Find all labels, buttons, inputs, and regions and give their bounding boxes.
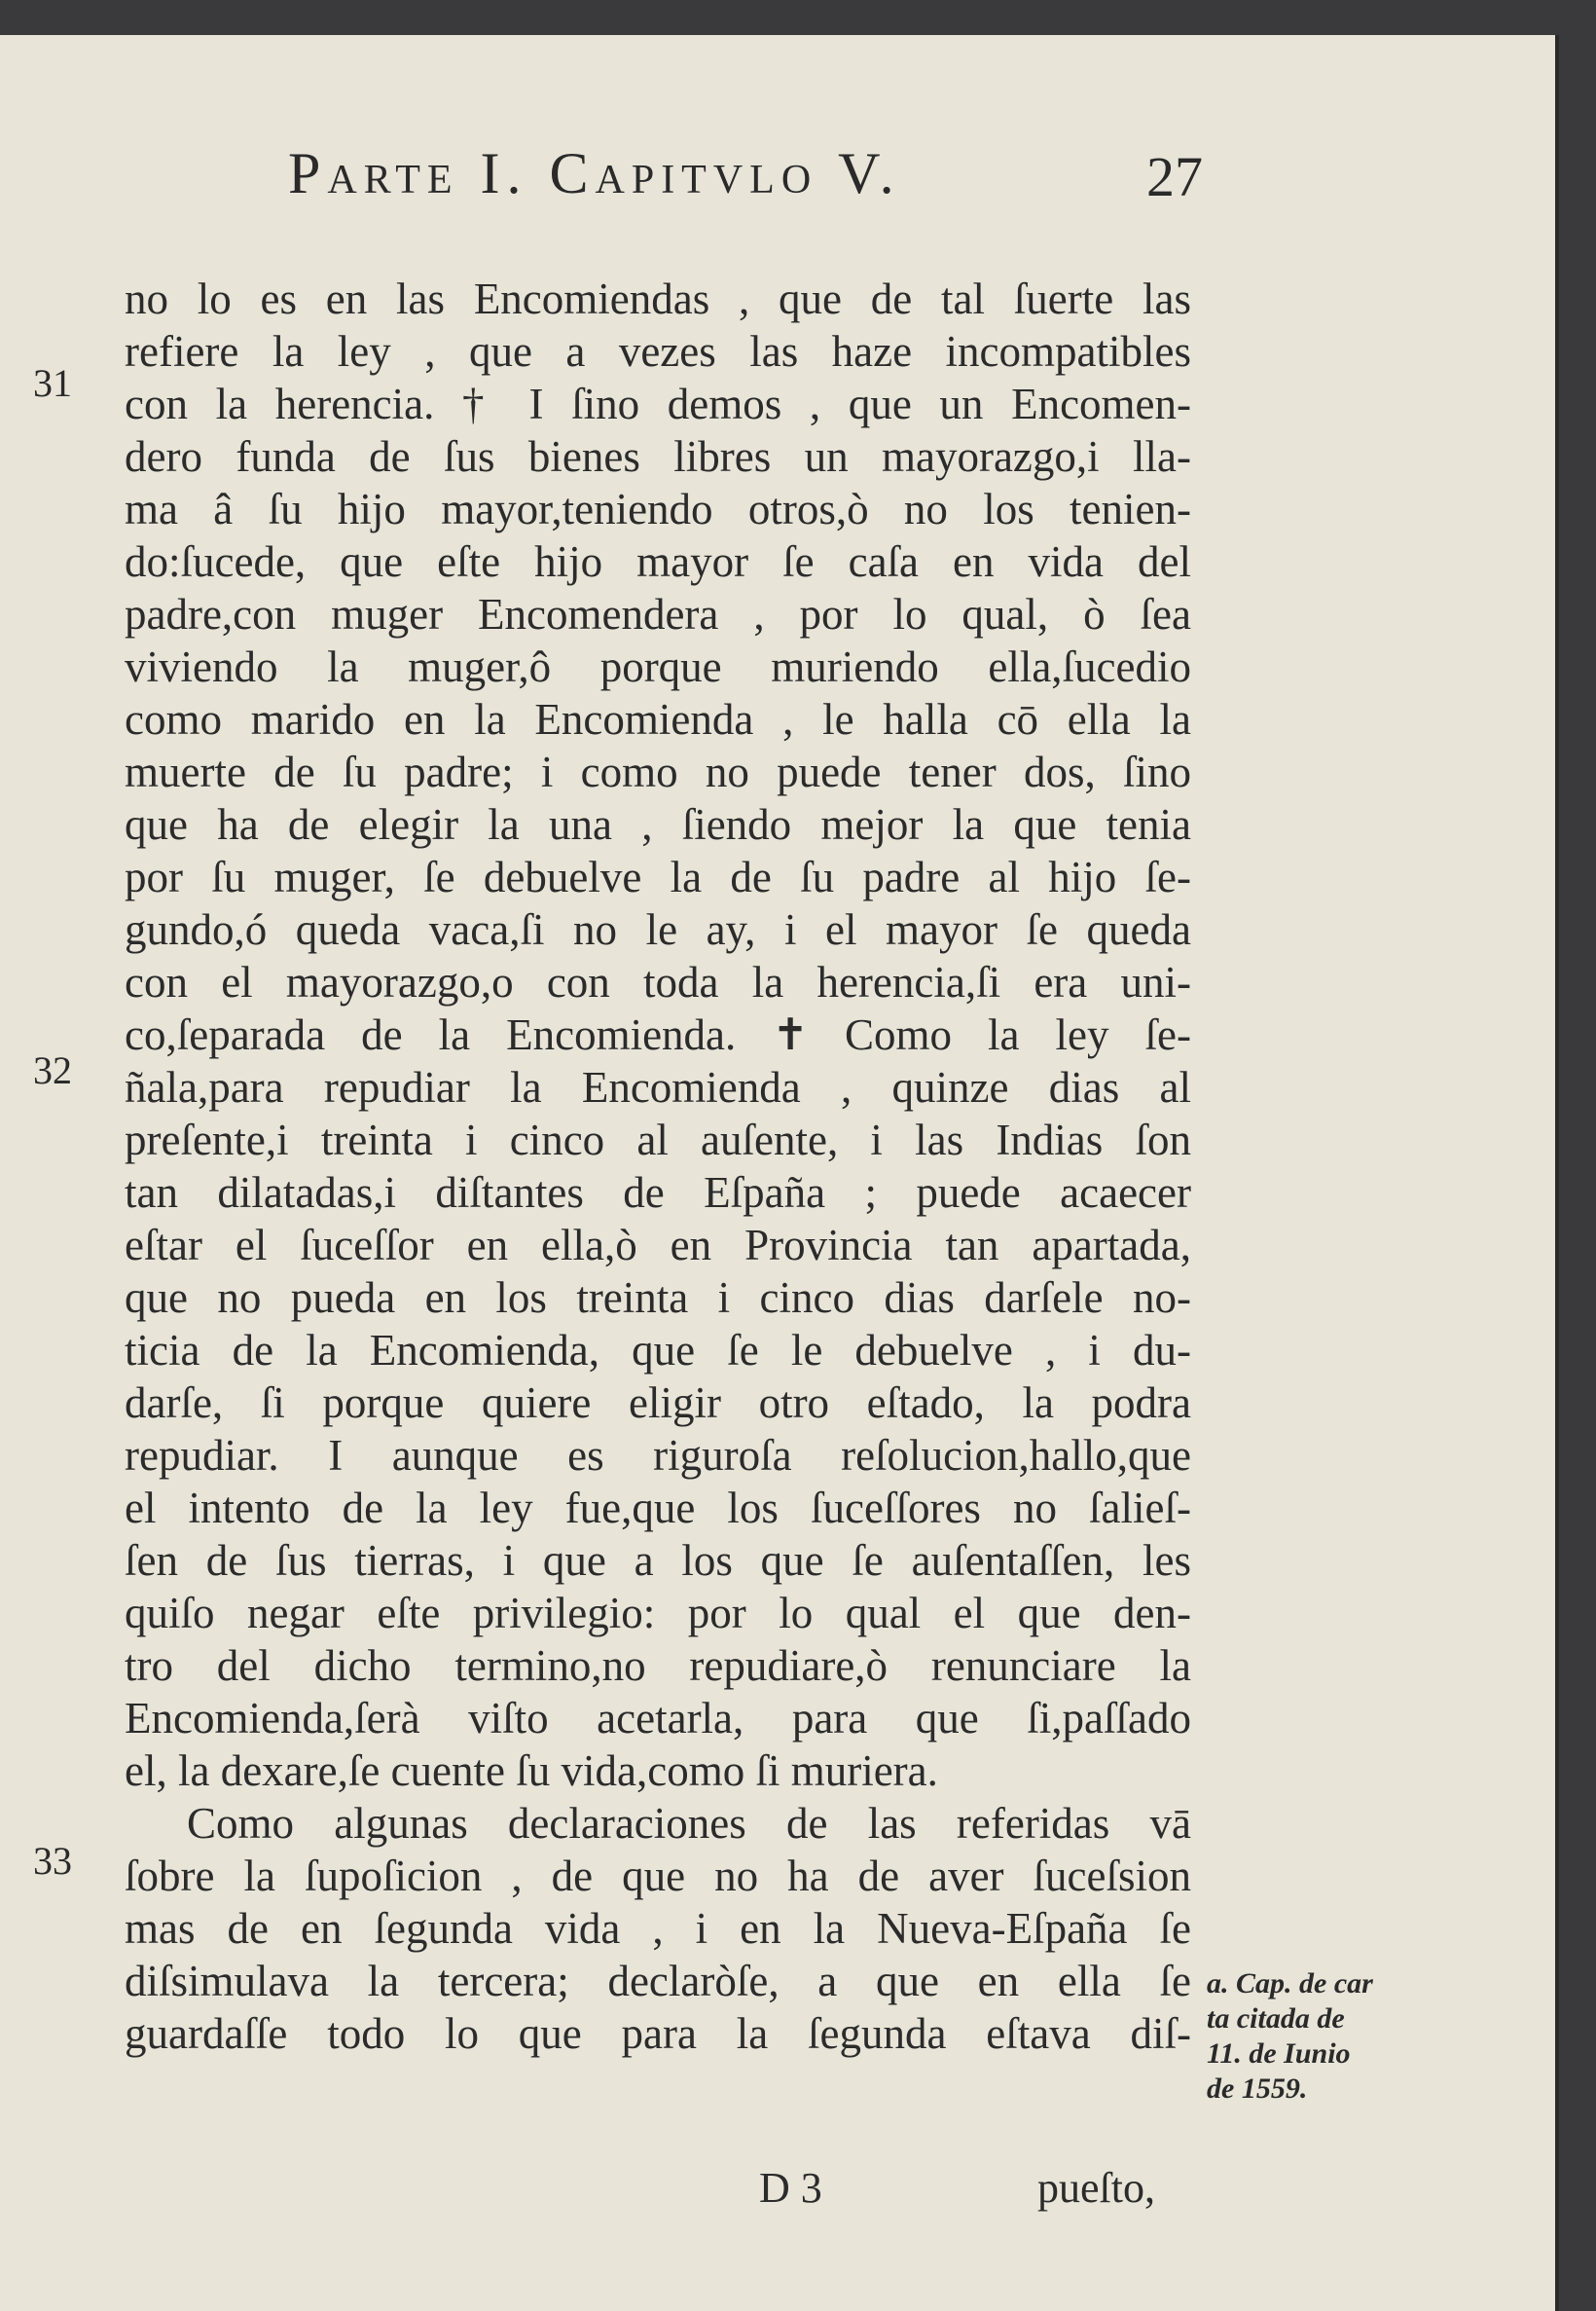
paragraph-number: 31	[33, 361, 72, 405]
text-line: refiere la ley , que a vezes las haze incompatibles	[125, 327, 1191, 376]
paragraph-number: 33	[33, 1839, 72, 1883]
page-number: 27	[1146, 145, 1203, 208]
text-line: tan dilatadas,i diſtantes de Eſpaña ; puede acaecer	[125, 1168, 1191, 1217]
text-line: viviendo la muger,ô porque muriendo ella,ſucedio	[125, 642, 1191, 691]
text-line: quiſo negar eſte privilegio: por lo qual el que den-	[125, 1589, 1191, 1637]
text-line: ticia de la Encomienda, que ſe le debuelve , i du-	[125, 1326, 1191, 1375]
catchword: pueſto,	[1037, 2164, 1155, 2212]
text-line: eſtar el ſuceſſor en ella,ò en Provincia tan apartada,	[125, 1221, 1191, 1269]
text-line: padre,con muger Encomendera , por lo qual, ò ſea	[125, 590, 1191, 639]
signature-mark: D 3	[759, 2164, 822, 2212]
text-line: que no pueda en los treinta i cinco dias darſele no-	[125, 1273, 1191, 1322]
text-line: Encomienda,ſerà viſto acetarla, para que ſi,paſſado	[125, 1694, 1191, 1742]
book-page	[0, 35, 1559, 2311]
text-line: preſente,i treinta i cinco al auſente, i las Indias ſon	[125, 1116, 1191, 1164]
text-line: con la herencia. † I ſino demos , que un Encomen-	[125, 380, 1191, 428]
text-line: dero funda de ſus bienes libres un mayorazgo,i lla-	[125, 432, 1191, 481]
text-line: tro del dicho termino,no repudiare,ò renunciare la	[125, 1641, 1191, 1690]
text-line: Como algunas declaraciones de las referidas vā	[187, 1799, 1191, 1848]
running-header	[288, 140, 1203, 218]
body-text	[125, 273, 1191, 2060]
text-line: muerte de ſu padre; i como no puede tener dos, ſino	[125, 748, 1191, 796]
text-line: con el mayorazgo,o con toda la herencia,ſi era uni-	[125, 958, 1191, 1007]
text-line: como marido en la Encomienda , le halla cō ella la	[125, 695, 1191, 744]
text-line: ma â ſu hijo mayor,teniendo otros,ò no los tenien-	[125, 485, 1191, 533]
text-line: do:ſucede, que eſte hijo mayor ſe caſa en vida del	[125, 537, 1191, 586]
text-line: gundo,ó queda vaca,ſi no le ay, i el mayor ſe queda	[125, 905, 1191, 954]
text-line: el, la dexare,ſe cuente ſu vida,como ſi muriera.	[125, 1746, 938, 1795]
text-line: el intento de la ley fue,que los ſuceſſores no ſalieſ-	[125, 1484, 1191, 1532]
text-line: ñala,para repudiar la Encomienda , quinze dias al	[125, 1063, 1191, 1112]
text-line: guardaſſe todo lo que para la ſegunda eſtava diſ-	[125, 2009, 1191, 2058]
margin-note: a. Cap. de car ta citada de 11. de Iunio de 1559.	[1207, 1967, 1373, 2105]
text-line: por ſu muger, ſe debuelve la de ſu padre al hijo ſe-	[125, 853, 1191, 901]
text-line: co,ſeparada de la Encomienda. ✝ Como la ley ſe-	[125, 1010, 1191, 1059]
text-line: repudiar. I aunque es riguroſa reſolucion,hallo,que	[125, 1431, 1191, 1480]
text-line: darſe, ſi porque quiere eligir otro eſtado, la podra	[125, 1378, 1191, 1427]
paragraph-number: 32	[33, 1048, 72, 1092]
text-line: ſobre la ſupoſicion , de que no ha de aver ſuceſsion	[125, 1852, 1191, 1900]
text-line: mas de en ſegunda vida , i en la Nueva-Eſpaña ſe	[125, 1904, 1191, 1953]
running-title: Parte I. Capitvlo V.	[288, 141, 901, 205]
text-line: diſsimulava la tercera; declaròſe, a que en ella ſe	[125, 1957, 1191, 2005]
text-line: no lo es en las Encomiendas , que de tal ſuerte las	[125, 275, 1191, 323]
text-line: que ha de elegir la una , ſiendo mejor la que tenia	[125, 800, 1191, 849]
text-line: ſen de ſus tierras, i que a los que ſe auſentaſſen, les	[125, 1536, 1191, 1585]
